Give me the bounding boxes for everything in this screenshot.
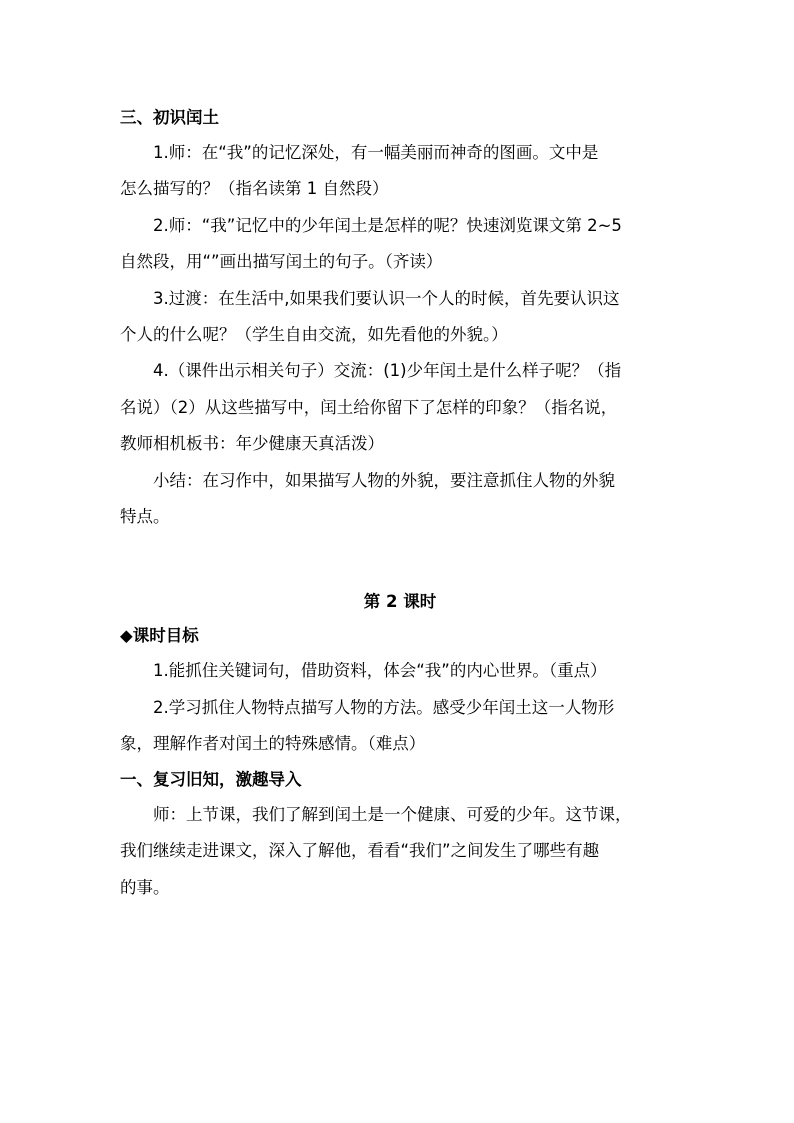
text-line: 2.学习抓住人物特点描写人物的方法。感受少年闰土这一人物形 xyxy=(153,697,615,717)
section-heading-1: 一、复习旧知，激趣导入 xyxy=(120,769,302,789)
text-line: 4.（课件出示相关句子）交流：(1)少年闰土是什么样子呢？（指 xyxy=(153,361,622,381)
section-heading-3: 三、初识闰土 xyxy=(120,108,219,127)
paragraph-item-4 xyxy=(120,353,680,462)
text-line: 象，理解作者对闰土的特殊感情。（难点） xyxy=(120,734,426,754)
text-line: 名说）（2）从这些描写中，闰土给你留下了怎样的印象？（指名说， xyxy=(120,397,618,417)
document-body xyxy=(120,101,680,906)
paragraph-summary xyxy=(120,463,680,536)
objective-2 xyxy=(120,690,680,763)
section-gap xyxy=(120,535,680,571)
text-line: 怎么描写的？（指名读第 1 自然段） xyxy=(120,179,389,199)
text-line: 1.师：在“我”的记忆深处，有一幅美丽而神奇的图画。文中是 xyxy=(153,143,599,162)
text-line: 1.能抓住关键词句，借助资料，体会“我”的内心世界。（重点） xyxy=(153,661,607,681)
paragraph-review xyxy=(120,797,680,906)
text-line: 师：上节课，我们了解到闰土是一个健康、可爱的少年。这节课， xyxy=(153,804,632,824)
objective-1 xyxy=(120,653,680,689)
lesson-title: 第 2 课时 xyxy=(363,592,437,612)
text-line: 自然段，用“”画出描写闰土的句子。（齐读） xyxy=(120,252,443,272)
text-line: 的事。 xyxy=(120,877,170,897)
objectives-heading: ◆课时目标 xyxy=(120,626,199,646)
section-gap xyxy=(120,571,680,585)
text-line: 我们继续走进课文，深入了解他，看看“我们”之间发生了哪些有趣 xyxy=(120,841,600,861)
text-line: 个人的什么呢？（学生自由交流，如先看他的外貌。） xyxy=(120,325,508,345)
text-line: 教师相机板书：年少健康天真活泼） xyxy=(120,434,384,454)
text-line: 3.过渡：在生活中,如果我们要认识一个人的时候，首先要认识这 xyxy=(153,288,620,308)
text-line: 2.师：“我”记忆中的少年闰土是怎样的呢？快速浏览课文第 2~5 xyxy=(153,215,622,235)
paragraph-item-1 xyxy=(120,135,680,208)
text-line: 小结：在习作中，如果描写人物的外貌，要注意抓住人物的外貌 xyxy=(153,470,615,490)
paragraph-item-2 xyxy=(120,208,680,281)
text-line: 特点。 xyxy=(120,507,170,527)
paragraph-item-3 xyxy=(120,281,680,354)
